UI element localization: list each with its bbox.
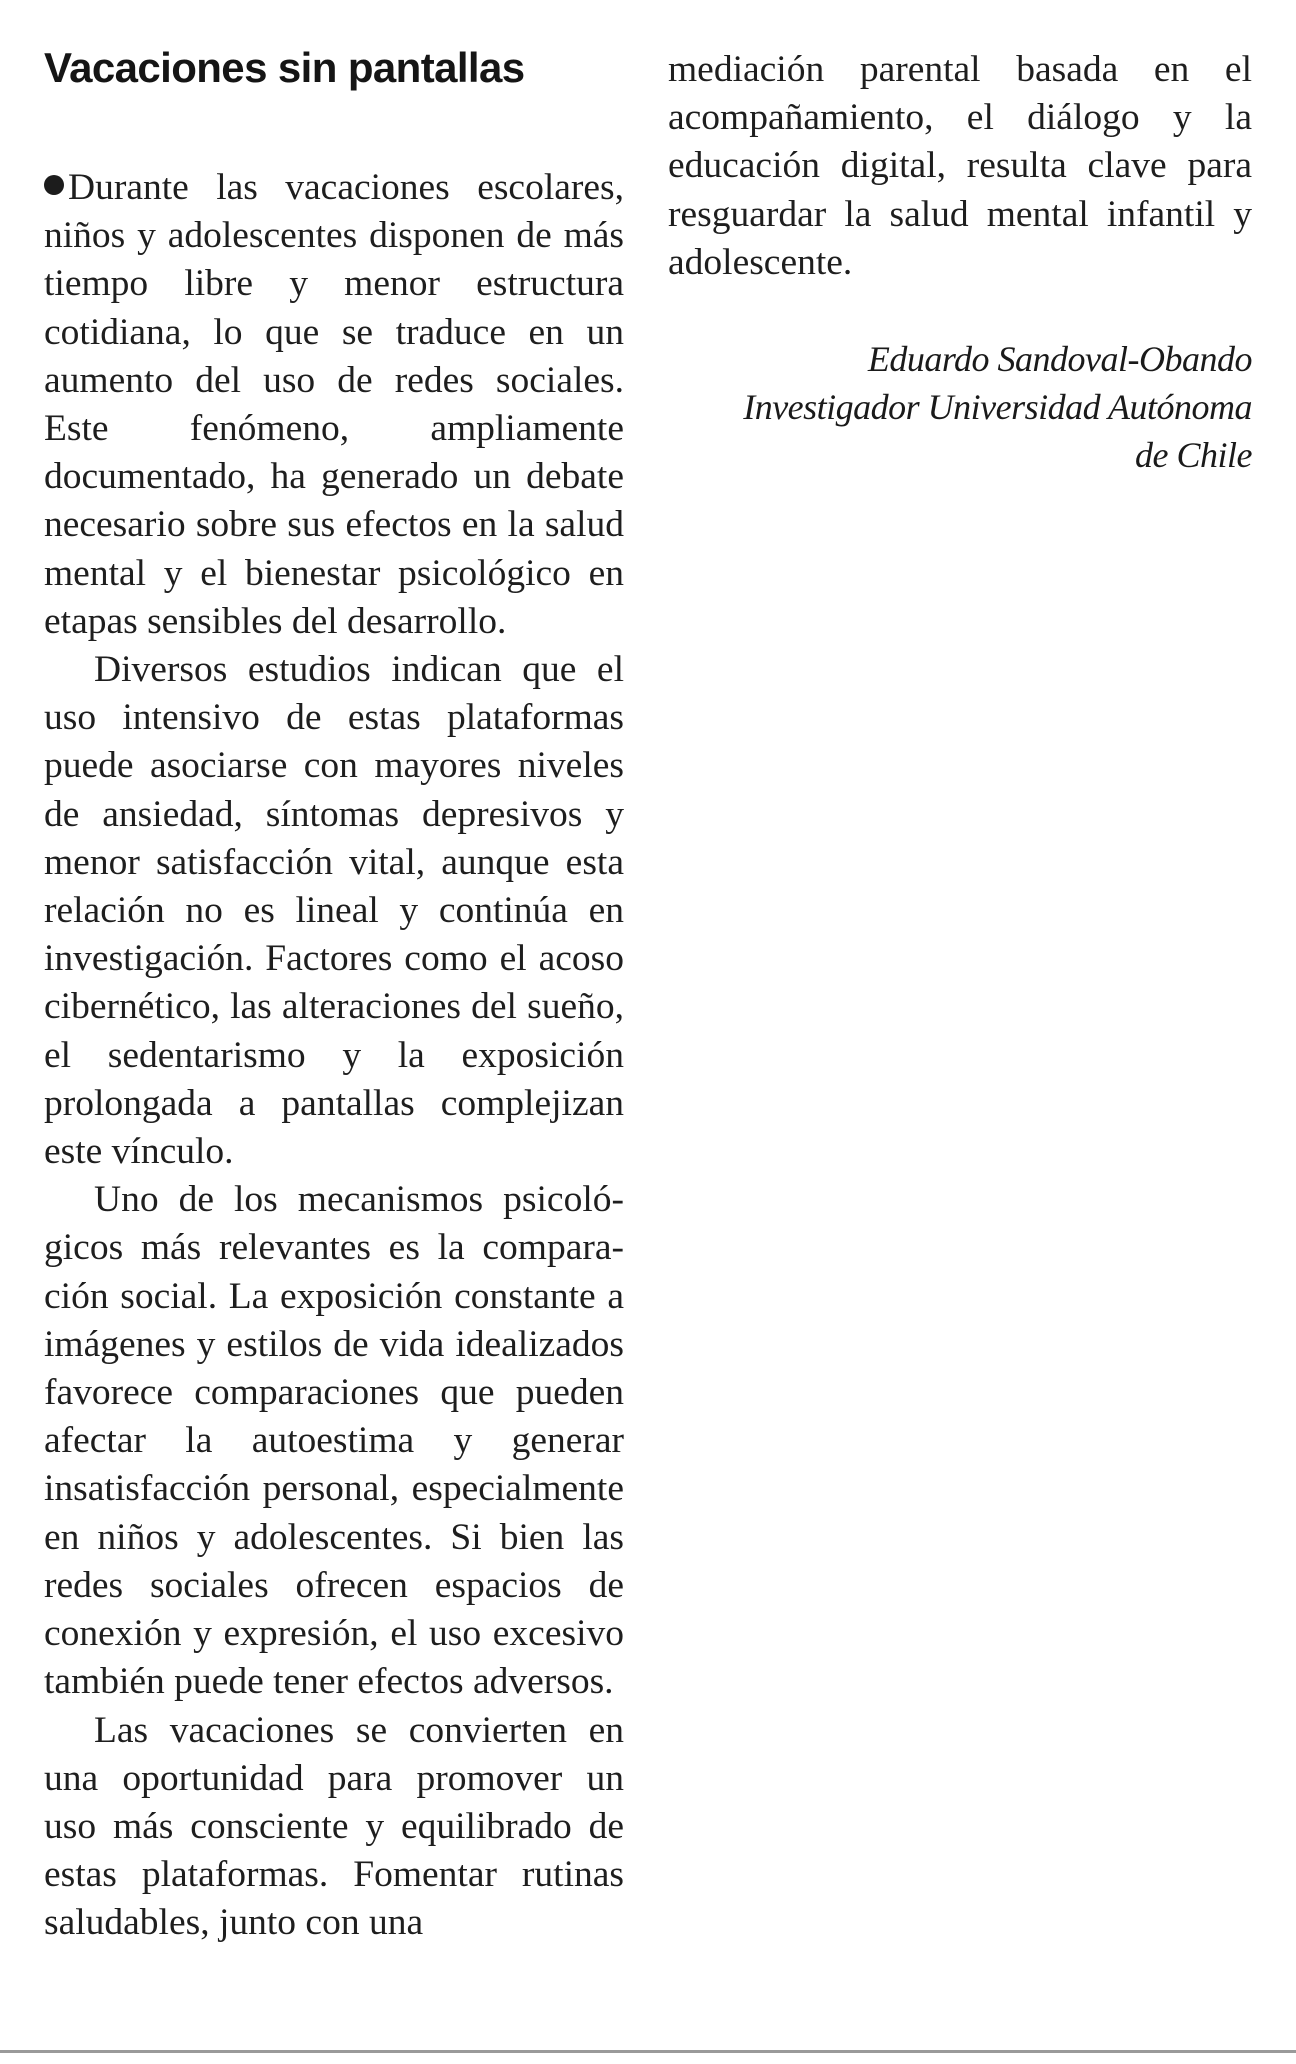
author-affiliation: de Chile bbox=[1135, 435, 1252, 476]
paragraph-text: Durante las vacaciones escolares, niños y adolescentes disponen de más tiempo libre y menor estructura cotidiana, lo que se traduce en un aumento del uso de redes sociales. Este fenómeno, ampliamente documentado, ha generado un debate necesario sobre sus efectos en la salud mental y el bienestar psicológico en etapas sensibles del desarrollo. bbox=[44, 167, 624, 642]
article-paragraph: Uno de los mecanismos psicológicos más relevantes es la comparación social. La exposición constante a imágenes y estilos de vida idealizados favorece comparaciones que pueden afectar la autoestima y generar insatisfacción personal, especialmente en niños y adolescentes. Si bien las redes sociales ofrecen espacios de conexión y expresión, el uso excesivo también puede tener efectos adversos. bbox=[44, 1179, 624, 1703]
article-paragraph bbox=[44, 164, 624, 646]
article-paragraph-continued: mediación parental basada en el acompañamiento, el diálogo y la educación digital, resulta clave para resguardar la salud mental infantil y adolescente. bbox=[668, 49, 1252, 283]
author-role: Investigador Universidad Autónoma bbox=[743, 387, 1252, 428]
article-headline: Vacaciones sin pantallas bbox=[44, 44, 525, 91]
bullet-icon bbox=[44, 175, 64, 195]
author-signature bbox=[668, 335, 1252, 479]
right-column bbox=[668, 46, 1252, 479]
article-paragraph: Las vacaciones se convierten en una oportunidad para promover un uso más consciente y equilibrado de estas plataformas. Fomentar rutinas saludables, junto con una bbox=[44, 1709, 624, 1944]
bottom-divider bbox=[0, 2050, 1296, 2053]
article-paragraph: Diversos estudios indican que el uso intensivo de estas plataformas puede asociarse con mayores niveles de ansiedad, síntomas depresivos y menor satisfacción vital, aunque esta relación no es lineal y continúa en investigación. Factores como el acoso cibernético, las alteraciones del sueño, el sedentarismo y la exposición prolongada a pantallas complejizan este vínculo. bbox=[44, 649, 624, 1173]
left-column bbox=[44, 38, 624, 1948]
author-name: Eduardo Sandoval-Obando bbox=[867, 339, 1252, 380]
